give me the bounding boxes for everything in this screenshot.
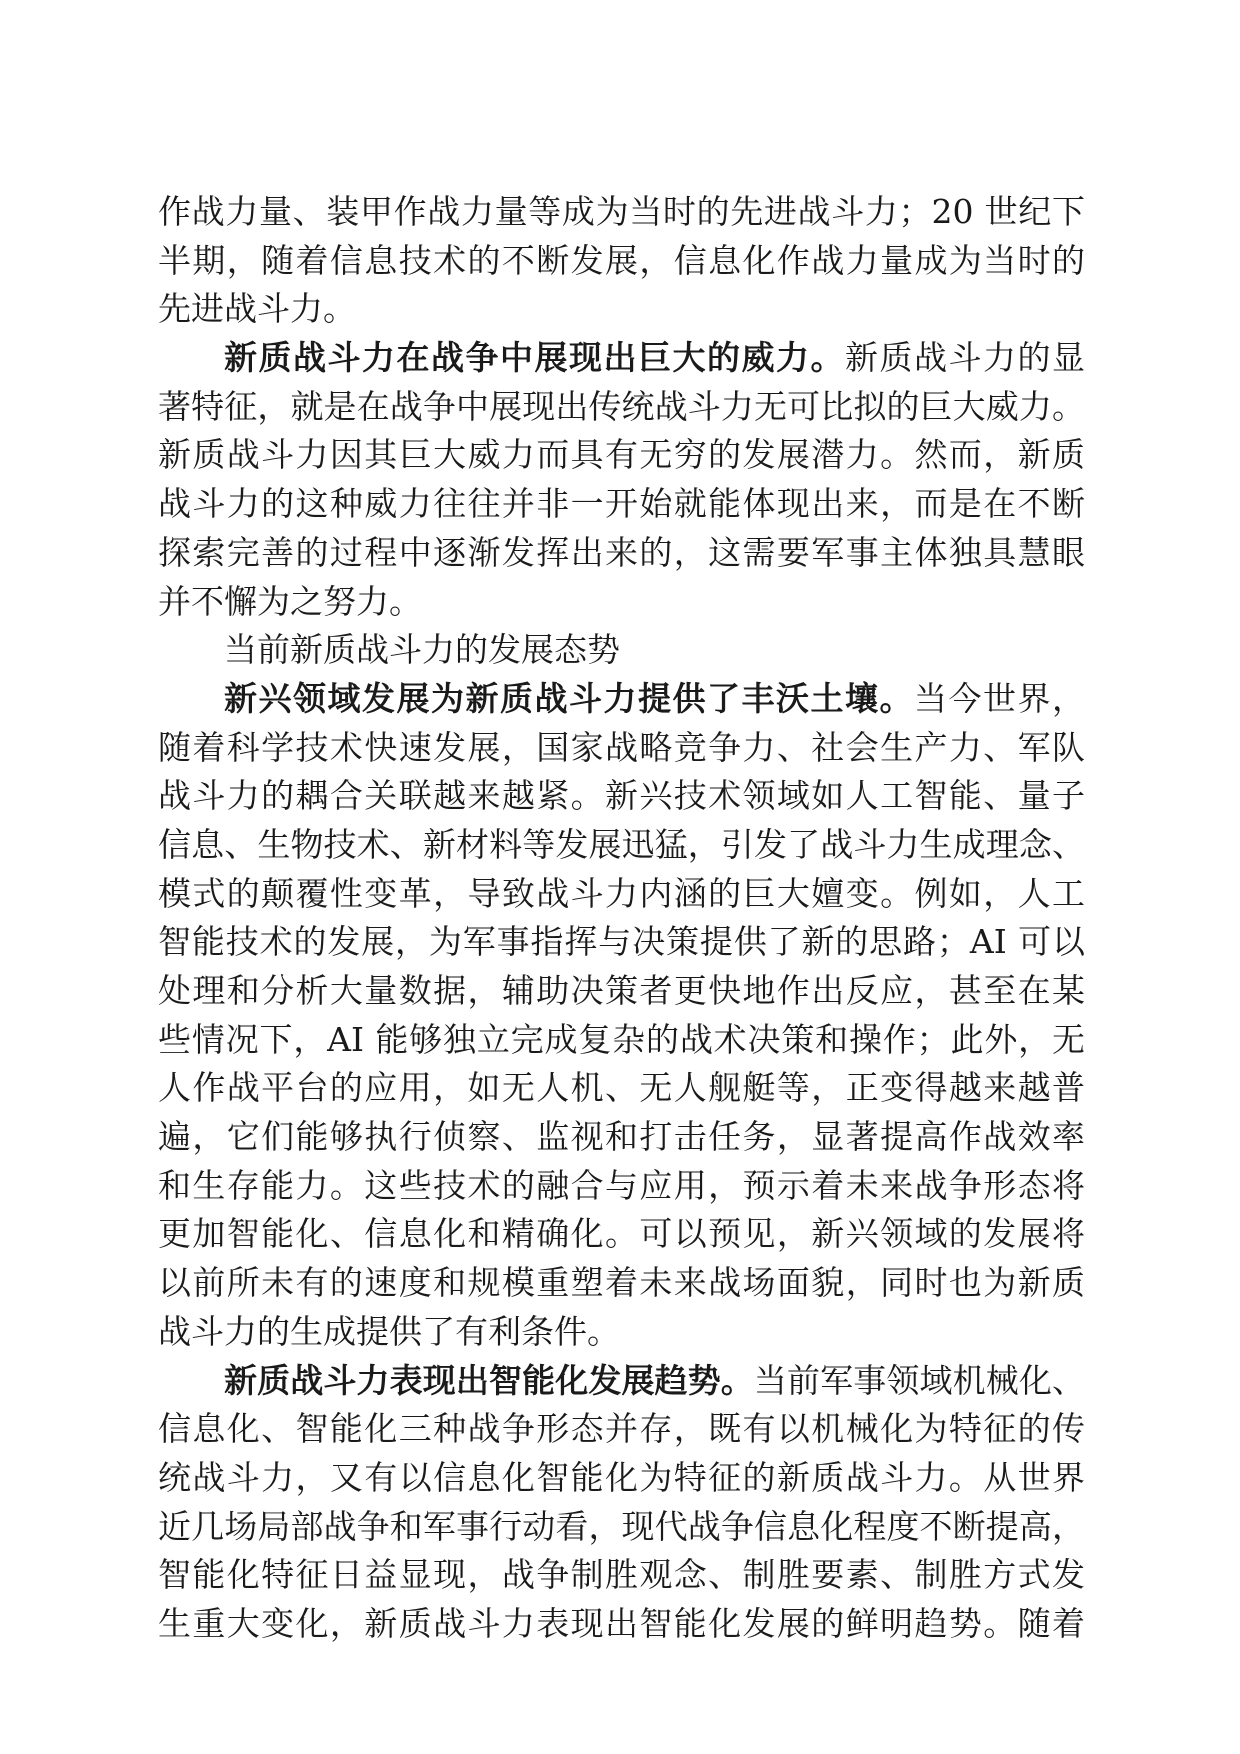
paragraph-first-line: [158, 334, 1085, 383]
paragraph-first-line: [158, 675, 1085, 724]
text-line: 近几场局部战争和军事行动看，现代战争信息化程度不断提高，: [158, 1506, 1085, 1546]
text-line: 战斗力的耦合关联越来越紧。新兴技术领域如人工智能、量子: [158, 776, 1085, 816]
paragraph-first-line: [158, 1357, 1085, 1406]
text-line: 战斗力的这种威力往往并非一开始就能体现出来，而是在不断: [158, 484, 1085, 524]
section-heading: 当前新质战斗力的发展态势: [224, 630, 620, 670]
text-line: 智能技术的发展，为军事指挥与决策提供了新的思路；AI 可以: [158, 922, 1085, 962]
text-line: 随着科学技术快速发展，国家战略竞争力、社会生产力、军队: [158, 727, 1085, 767]
text-line: 智能化特征日益显现，战争制胜观念、制胜要素、制胜方式发: [158, 1555, 1085, 1595]
text-line: 新质战斗力因其巨大威力而具有无穷的发展潜力。然而，新质: [158, 435, 1085, 475]
text-line: 信息化、智能化三种战争形态并存，既有以机械化为特征的传: [158, 1409, 1085, 1449]
text-line: 和生存能力。这些技术的融合与应用，预示着未来战争形态将: [158, 1165, 1085, 1205]
text-line: 探索完善的过程中逐渐发挥出来的，这需要军事主体独具慧眼: [158, 532, 1085, 572]
document-page: [158, 188, 1085, 1649]
text-line: 信息、生物技术、新材料等发展迅猛，引发了战斗力生成理念、: [158, 824, 1085, 864]
paragraph-lead-bold: 新质战斗力表现出智能化发展趋势。: [224, 1360, 754, 1400]
paragraph-lead-bold: 新质战斗力在战争中展现出巨大的威力。: [224, 338, 845, 378]
paragraph-lead-bold: 新兴领域发展为新质战斗力提供了丰沃土壤。: [224, 678, 914, 718]
text-run: 当今世界，: [914, 678, 1085, 718]
text-line: 些情况下，AI 能够独立完成复杂的战术决策和操作；此外，无: [158, 1019, 1085, 1059]
text-line: 并不懈为之努力。: [158, 581, 422, 621]
text-line: 处理和分析大量数据，辅助决策者更快地作出反应，甚至在某: [158, 971, 1085, 1010]
text-run: 新质战斗力的显: [845, 338, 1085, 378]
text-line: 生重大变化，新质战斗力表现出智能化发展的鲜明趋势。随着: [158, 1603, 1085, 1643]
text-line: 半期，随着信息技术的不断发展，信息化作战力量成为当时的: [158, 240, 1085, 280]
text-line: 先进战斗力。: [158, 289, 356, 329]
text-line: 模式的颠覆性变革，导致战斗力内涵的巨大嬗变。例如，人工: [158, 873, 1085, 913]
text-run: 当前军事领域机械化、: [753, 1360, 1086, 1400]
text-line: 战斗力的生成提供了有利条件。: [158, 1311, 620, 1351]
text-line: 作战力量、装甲作战力量等成为当时的先进战斗力；20 世纪下: [158, 192, 1085, 231]
text-line: 以前所未有的速度和规模重塑着未来战场面貌，同时也为新质: [158, 1263, 1085, 1303]
text-line: 著特征，就是在战争中展现出传统战斗力无可比拟的巨大威力。: [158, 386, 1085, 426]
text-line: 统战斗力，又有以信息化智能化为特征的新质战斗力。从世界: [158, 1457, 1085, 1497]
text-line: 遍，它们能够执行侦察、监视和打击任务，显著提高作战效率: [158, 1117, 1085, 1157]
text-line: 人作战平台的应用，如无人机、无人舰艇等，正变得越来越普: [158, 1068, 1085, 1108]
text-line: 更加智能化、信息化和精确化。可以预见，新兴领域的发展将: [158, 1214, 1085, 1254]
